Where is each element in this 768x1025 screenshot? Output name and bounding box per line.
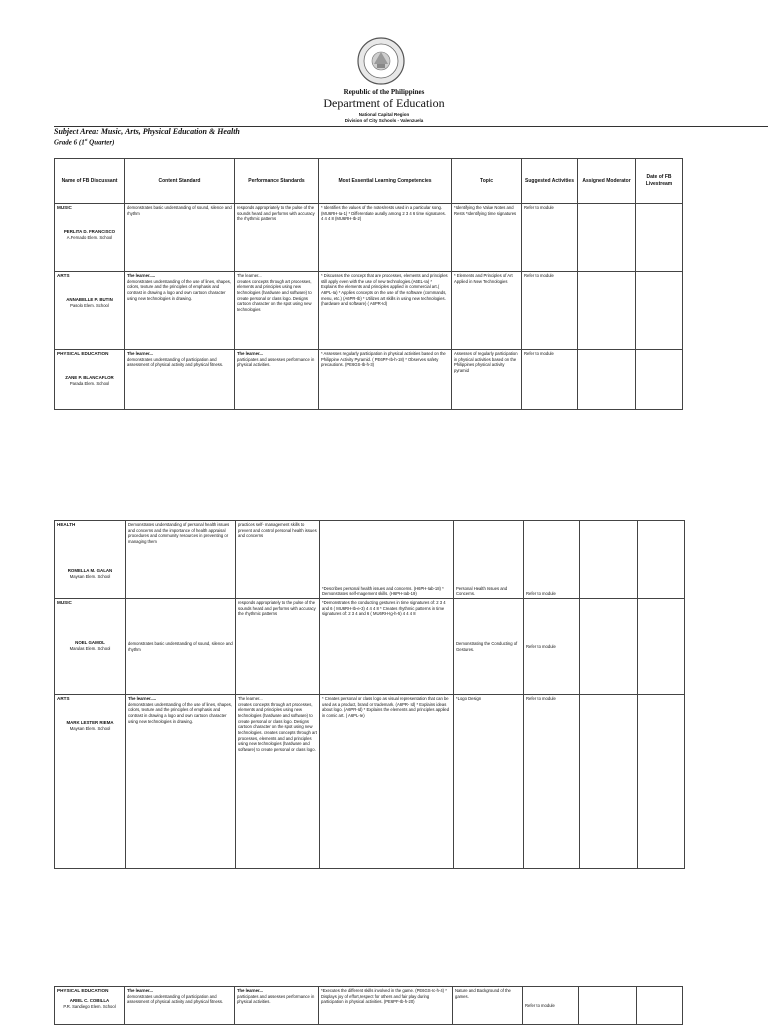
subject-area-label: ARTS bbox=[57, 696, 70, 701]
table-row bbox=[55, 695, 685, 869]
content-standard-text: demonstrates basic understanding of sound, silence and rhythm bbox=[127, 205, 232, 216]
content-standard-cell bbox=[125, 987, 235, 1025]
performance-lead: The learner... bbox=[238, 696, 263, 701]
table-row bbox=[55, 204, 683, 272]
grade-quarter: Grade 6 (1st Quarter) bbox=[54, 137, 115, 147]
republic-line: Republic of the Philippines bbox=[343, 88, 425, 96]
activity-cell bbox=[522, 350, 578, 410]
activity-text: Refer to module bbox=[524, 351, 554, 356]
discussant-cell bbox=[55, 987, 125, 1025]
school-name: Parada Elem. School bbox=[69, 381, 110, 387]
melc-text: *Executes the different skills involved in the game. (PE6GS-Ic-h-4) * Displays joy of effort,respect for others and fair play during participation in physical activities. (PE6PF-Ib-h-20) bbox=[321, 988, 447, 1005]
livestream-date-cell bbox=[636, 272, 683, 350]
topic-text: Nature and Background of the games. bbox=[455, 988, 511, 999]
school-name: Pasolo Elem. School bbox=[70, 303, 109, 309]
school-name: P.R. Sandiego Elem. School bbox=[63, 1004, 116, 1010]
performance-standard-cell bbox=[236, 599, 320, 695]
moderator-cell bbox=[578, 350, 636, 410]
school-name: Maysan Elem. School bbox=[69, 574, 111, 580]
content-lead: The learner..... bbox=[128, 696, 157, 701]
content-standard-cell bbox=[125, 204, 235, 272]
department-title: Department of Education bbox=[323, 96, 445, 110]
discussant-cell bbox=[55, 350, 125, 410]
subject-area-label: PHYSICAL EDUCATION bbox=[57, 988, 109, 993]
performance-standard-text: responds appropriately to the pulse of the sounds heard and performs with accuracy the rhythmic patterns bbox=[238, 600, 316, 617]
content-standard-text: demonstrates understanding of the use of lines, shapes, colors, texture and the principles of emphasis and contrast in drawing a logo and own cartoon character using new technologies in drawing. bbox=[127, 278, 232, 301]
performance-standard-cell bbox=[235, 272, 319, 350]
melc-cell bbox=[319, 272, 452, 350]
content-standard-cell bbox=[126, 695, 236, 869]
table-row bbox=[55, 350, 683, 410]
content-standard-text: Demonstrates understanding of personal health issues and concerns and the importance of health appraisal procedures and community resources in preventing or managing them bbox=[128, 522, 230, 545]
col-header: Most Essential Learning Competencies bbox=[319, 159, 452, 204]
school-name: A.Fernado Elem. School bbox=[66, 235, 113, 241]
content-standard-text: demonstrates basic understanding of sound, silence and rhythm bbox=[128, 640, 233, 652]
performance-lead: The learner... bbox=[237, 273, 262, 278]
region-line: National Capital Region bbox=[358, 112, 410, 117]
melc-text: * Creates personal or class logo as visual representation that can be used as a product, brand or trademark. (A6PR- Id) * Explains ideas about logo. (A6PR-Id) * Explains the elements and principles applied in comic art. ( A6PL-Ie) bbox=[322, 696, 450, 719]
table-row bbox=[55, 521, 685, 599]
col-header: Suggested Activities bbox=[522, 159, 578, 204]
topic-text: Demonstrating the Conducting of Gestures. bbox=[456, 640, 518, 652]
melc-cell bbox=[320, 695, 454, 869]
discussant-name: ARIEL C. COBILLA bbox=[69, 998, 110, 1004]
topic-cell bbox=[454, 695, 524, 869]
performance-standard-text: participates and assesses performance in physical activities. bbox=[237, 356, 315, 368]
school-name: Marulas Elem. School bbox=[69, 646, 111, 652]
topic-cell bbox=[454, 521, 524, 599]
topic-text: *Logo Design bbox=[456, 696, 482, 701]
melc-text: * Identifies the values of the notes/rests used in a particular song. (MU6RH-Ia-1) * Differentiate aurally among 2 3 4 6 time signatures. 4 4 4 8 (MU6RH-Ib-2) bbox=[321, 205, 446, 222]
topic-cell bbox=[453, 987, 523, 1025]
melc-cell bbox=[320, 521, 454, 599]
performance-standard-cell bbox=[235, 987, 319, 1025]
moderator-cell bbox=[580, 521, 638, 599]
content-lead: The learner..... bbox=[127, 273, 156, 278]
col-header: Performance Standards bbox=[235, 159, 319, 204]
performance-standard-cell bbox=[235, 350, 319, 410]
performance-lead: The learner... bbox=[237, 351, 263, 356]
discussant-name: ZANE P. BLANCAFLOR bbox=[65, 375, 114, 381]
subject-area-label: MUSIC bbox=[57, 600, 72, 605]
topic-cell bbox=[452, 350, 522, 410]
discussant-table-2 bbox=[54, 520, 685, 869]
melc-cell bbox=[319, 987, 453, 1025]
content-standard-text: demonstrates understanding of participation and assessment of physical activity and physical fitness. bbox=[127, 356, 224, 368]
melc-text: *Describes personal health issues and concerns. (H6PH-Iab-18) * Demonstrates self-magement skills. (H6PH-Iab-19) bbox=[322, 585, 444, 597]
topic-cell bbox=[452, 272, 522, 350]
discussant-cell bbox=[55, 695, 126, 869]
activity-text: Refer to module bbox=[524, 273, 554, 278]
discussant-name: MARK LESTER RIEMA bbox=[66, 720, 114, 726]
col-header: Date of FB Livestream bbox=[636, 159, 683, 204]
content-lead: The learner... bbox=[127, 988, 153, 993]
performance-standard-text: creates concepts through art processes, elements and principles using new technologies (hardware and software) to create personal or class logo. Designs cartoon character on the spot using new technologies. creates concepts through art processes, elements and and principles using new technologies (hardware and software) to create personal or class logo. bbox=[238, 701, 317, 753]
topic-text: Assesses of regularly participation in physical activities based on the Philippines physical activity pyramid bbox=[454, 351, 518, 374]
melc-text: * Discusses the concept that are processes, elements and principles still apply even with the use of new technologies.(A6EL-Ia) * Explains the elements and principles applied in commercial art.( A6PL-Ia) * Applies concepts on the use of the software (commands, menu, etc.) (A6PR-Ib) * Utilizes art skills in using new technologies. (hardware and software) ( A6PR-Id) bbox=[321, 273, 448, 307]
subject-area: Subject Area: Music, Arts, Physical Education & Health bbox=[54, 127, 240, 136]
deped-seal-icon bbox=[356, 36, 406, 86]
melc-cell bbox=[319, 204, 452, 272]
performance-standard-text: participates and assesses performance in physical activities. bbox=[237, 993, 315, 1005]
discussant-table-1 bbox=[54, 158, 683, 410]
topic-text: *Identifying the Value Notes and Rests *Identifying time signatures bbox=[454, 205, 517, 216]
livestream-date-cell bbox=[638, 599, 685, 695]
activity-cell bbox=[523, 987, 579, 1025]
livestream-date-cell bbox=[637, 987, 683, 1025]
activity-cell bbox=[524, 695, 580, 869]
performance-standard-cell bbox=[235, 204, 319, 272]
discussant-cell bbox=[55, 521, 126, 599]
activity-cell bbox=[524, 599, 580, 695]
performance-standard-cell bbox=[236, 695, 320, 869]
livestream-date-cell bbox=[636, 204, 683, 272]
discussant-cell bbox=[55, 599, 126, 695]
livestream-date-cell bbox=[638, 695, 685, 869]
melc-text: *Demonstrates the conducting gestures in time signatures of: 2 3 4 and 6 ( MU6RH-Ib-e-3) 4 4 4 8 * Creates rhythmic patterns in time signatures of: 2 3 4 and 6 ( MU6RH-Ig-h-5) 4 4 4 8 bbox=[322, 600, 446, 617]
performance-standard-text: responds appropriately to the pulse of the sounds heard and performs with accuracy the rhythmic patterns bbox=[237, 205, 315, 222]
activity-text: Refer to module bbox=[526, 591, 556, 597]
header-row bbox=[55, 159, 683, 204]
content-standard-cell bbox=[126, 521, 236, 599]
col-header: Content Standard bbox=[125, 159, 235, 204]
activity-cell bbox=[522, 272, 578, 350]
col-header: Assigned Moderator bbox=[578, 159, 636, 204]
content-standard-cell bbox=[125, 350, 235, 410]
performance-lead: The learner... bbox=[237, 988, 263, 993]
division-line: Division of City Schools - Valenzuela bbox=[344, 118, 424, 123]
topic-text: * Elements and Principles of Art Applied in New Technologies bbox=[454, 273, 513, 284]
school-name: Maysan Elem. School bbox=[69, 726, 111, 732]
content-standard-text: demonstrates understanding of participation and assessment of physical activity and physical fitness. bbox=[127, 993, 224, 1005]
discussant-name: NOEL GAMOL bbox=[75, 640, 105, 646]
content-standard-cell bbox=[125, 272, 235, 350]
col-header: Name of FB Discussant bbox=[55, 159, 125, 204]
moderator-cell bbox=[578, 204, 636, 272]
performance-standard-text: practices self- management skills to prevent and control personal health issues and concerns bbox=[238, 522, 317, 539]
subject-area-label: PHYSICAL EDUCATION bbox=[57, 351, 109, 356]
col-header: Topic bbox=[452, 159, 522, 204]
discussant-name: ROMELLA M. GALAN bbox=[67, 568, 113, 574]
activity-text: Refer to module bbox=[526, 643, 556, 649]
performance-standard-cell bbox=[236, 521, 320, 599]
subject-area-label: ARTS bbox=[57, 273, 70, 278]
table-row bbox=[55, 272, 683, 350]
discussant-cell bbox=[55, 272, 125, 350]
livestream-date-cell bbox=[636, 350, 683, 410]
activity-cell bbox=[524, 521, 580, 599]
discussant-table-3 bbox=[54, 986, 683, 1025]
table-row bbox=[55, 599, 685, 695]
melc-text: * Assesses regularly participation in physical activities based on the Philippine Activity Pyramid. ( PE6PF-Ib-h-18) * Observes safety precautions. (PE6GS-Ib-h-3) bbox=[321, 351, 446, 368]
content-standard-cell bbox=[126, 599, 236, 695]
subject-area-label: MUSIC bbox=[57, 205, 72, 210]
livestream-date-cell bbox=[638, 521, 685, 599]
melc-cell bbox=[319, 350, 452, 410]
content-lead: The learner... bbox=[127, 351, 153, 356]
topic-cell bbox=[452, 204, 522, 272]
topic-text: Personal Health Issues and Concerns. bbox=[456, 585, 508, 597]
activity-text: Refer to module bbox=[524, 205, 554, 210]
activity-cell bbox=[522, 204, 578, 272]
melc-cell bbox=[320, 599, 454, 695]
moderator-cell bbox=[578, 272, 636, 350]
content-standard-text: demonstrates understanding of the use of lines, shapes, colors, texture and the principles of emphasis and contrast in drawing a logo and own cartoon character using new technologies in drawing. bbox=[128, 701, 233, 724]
moderator-cell bbox=[580, 695, 638, 869]
topic-cell bbox=[454, 599, 524, 695]
discussant-name: ANNABELLE P. BUTIN bbox=[66, 297, 113, 303]
moderator-cell bbox=[579, 987, 637, 1025]
table-row bbox=[55, 987, 683, 1025]
moderator-cell bbox=[580, 599, 638, 695]
performance-standard-text: creates concepts through art processes, elements and principles using new technologies (hardware and software) to create personal or class logo. Designs cartoon character on the spot using new technologies bbox=[237, 278, 312, 313]
activity-text: Refer to module bbox=[526, 696, 556, 701]
discussant-name: PERLITA D. FRANCISCO bbox=[63, 229, 116, 235]
discussant-cell bbox=[55, 204, 125, 272]
activity-text: Refer to module bbox=[525, 1002, 555, 1008]
subject-area-label: HEALTH bbox=[57, 522, 76, 527]
